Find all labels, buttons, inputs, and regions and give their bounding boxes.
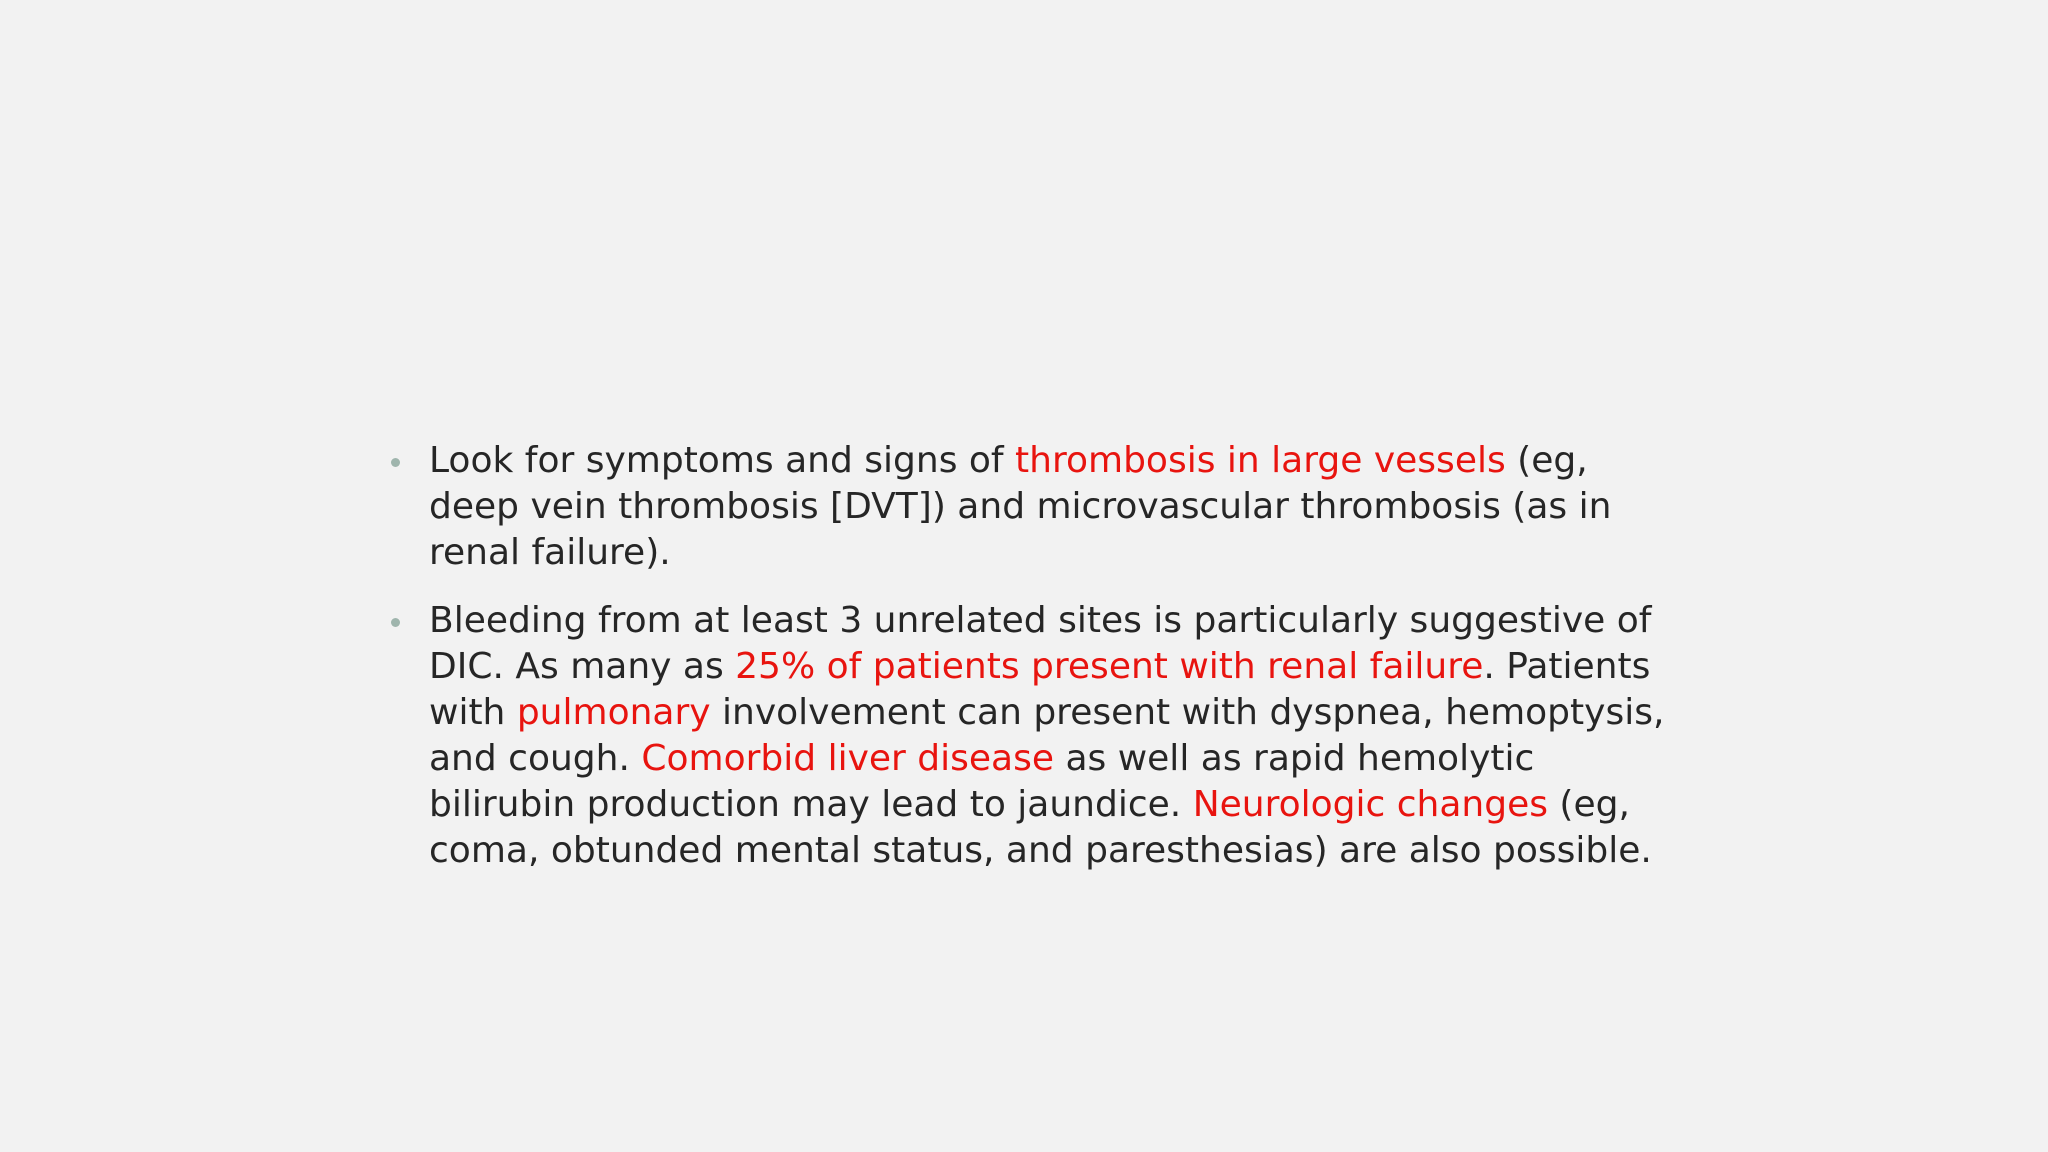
highlighted-text: 25% of patients present with renal failure [735,646,1484,687]
bullet-dot-icon [391,458,400,467]
bullet-item [384,598,1684,874]
highlighted-text: pulmonary [516,692,711,733]
text-segment: . Patients with [429,646,1651,733]
bullet-dot-icon [391,618,400,627]
bullet-item [384,438,1684,576]
text-segment: (eg, coma, obtunded mental status, and paresthesias) are also possible. [429,784,1652,871]
text-segment: Look for symptoms and signs of [429,440,1016,481]
text-segment: (eg, deep vein thrombosis [DVT]) and microvascular thrombosis (as in renal failure). [429,440,1612,573]
text-segment: involvement can present with dyspnea, hemoptysis, and cough. [429,692,1665,779]
text-segment: Bleeding from at least 3 unrelated sites is particularly suggestive of DIC. As many as [429,600,1652,687]
text-segment: as well as rapid hemolytic bilirubin production may lead to jaundice. [429,738,1535,825]
highlighted-text: Neurologic changes [1192,784,1548,825]
highlighted-text: Comorbid liver disease [641,738,1055,779]
highlighted-text: thrombosis in large vessels [1015,440,1506,481]
bullet-list [384,438,1684,896]
